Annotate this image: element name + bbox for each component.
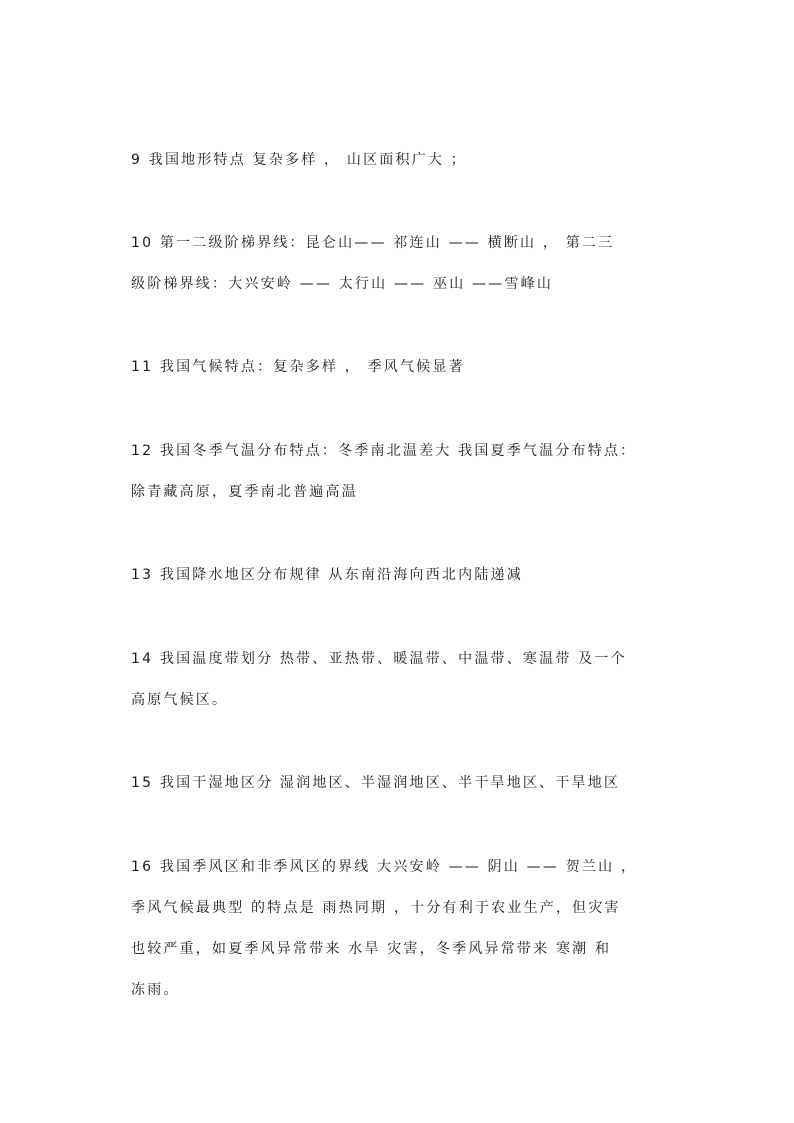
item-15-line-1: 15 我国干湿地区分 湿润地区、半湿润地区、半干旱地区、干旱地区 (131, 775, 621, 791)
item-16-line-1: 16 我国季风区和非季风区的界线 大兴安岭 —— 阴山 —— 贺兰山 ， (131, 859, 638, 875)
item-10-line-1: 10 第一二级阶梯界线：昆仑山—— 祁连山 —— 横断山 ， 第二三 (131, 235, 615, 251)
item-12-line-1: 12 我国冬季气温分布特点：冬季南北温差大 我国夏季气温分布特点： (131, 443, 637, 459)
item-10-line-2: 级阶梯界线：大兴安岭 —— 太行山 —— 巫山 ——雪峰山 (131, 276, 554, 292)
item-9-line-1: 9 我国地形特点 复杂多样 ， 山区面积广大 ； (131, 152, 467, 168)
item-16-line-2: 季风气候最典型 的特点是 雨热同期 ，十分有利于农业生产，但灾害 (131, 900, 621, 916)
item-14-line-2: 高原气候区。 (131, 692, 229, 708)
item-11-line-1: 11 我国气候特点：复杂多样 ， 季风气候显著 (131, 359, 465, 375)
item-16-line-3: 也较严重，如夏季风异常带来 水旱 灾害，冬季风异常带来 寒潮 和 (131, 941, 612, 957)
item-16-line-4: 冻雨。 (131, 982, 180, 998)
item-14-line-1: 14 我国温度带划分 热带、亚热带、暖温带、中温带、寒温带 及一个 (131, 651, 627, 667)
item-12-line-2: 除青藏高原，夏季南北普遍高温 (131, 484, 358, 500)
item-13-line-1: 13 我国降水地区分布规律 从东南沿海向西北内陆递减 (131, 567, 523, 583)
